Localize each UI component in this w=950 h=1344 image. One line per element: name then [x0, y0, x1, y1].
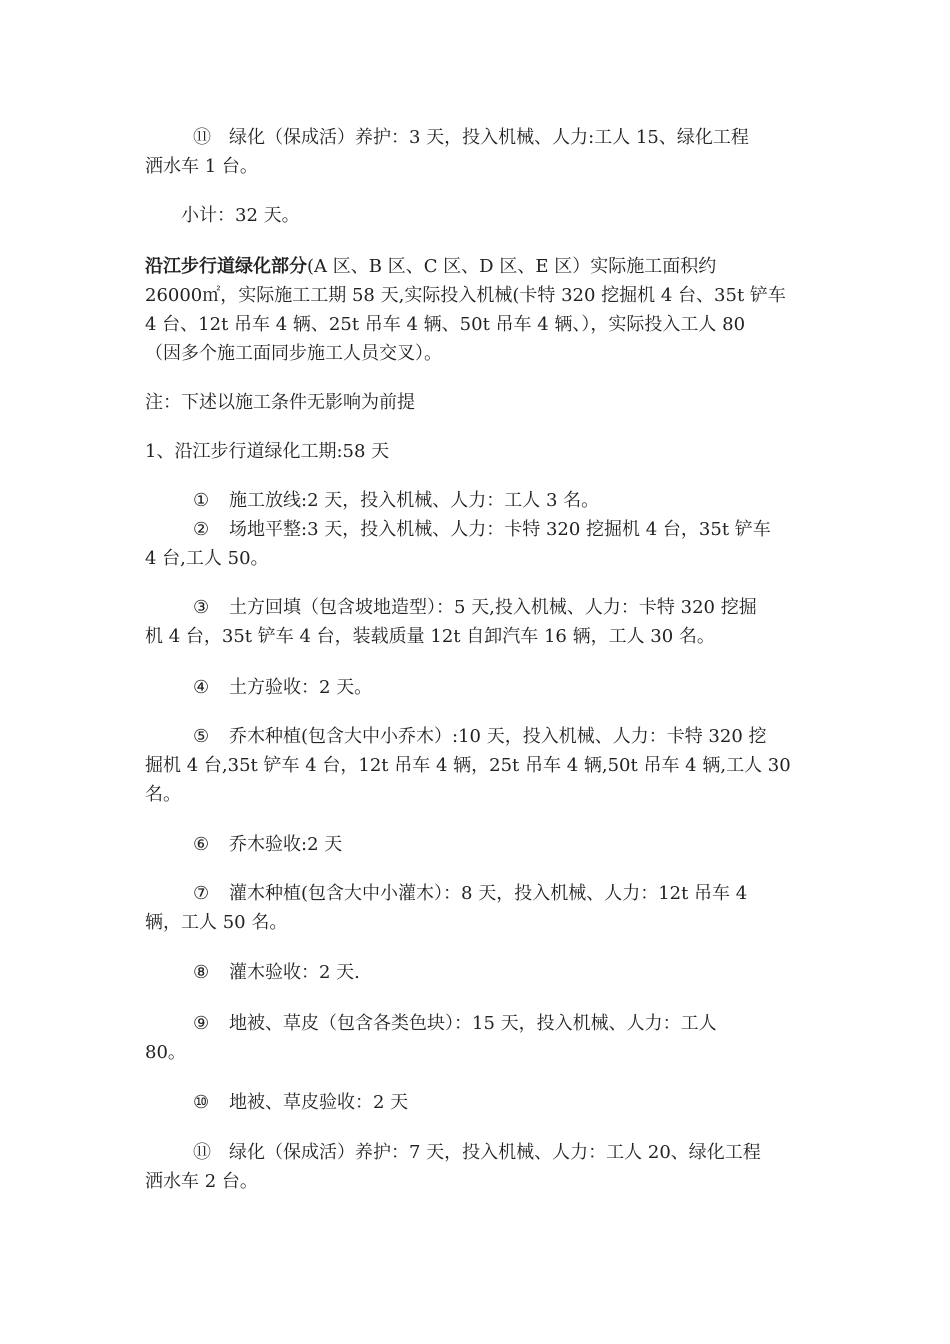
paragraph-line: ② 场地平整:3 天，投入机械、人力：卡特 320 挖掘机 4 台，35t 铲车 — [145, 515, 815, 544]
list-item — [145, 830, 815, 859]
maintenance-item-first — [145, 123, 815, 181]
item-number: ⑪ — [193, 1142, 211, 1163]
summary-paragraph — [145, 252, 815, 368]
paragraph-line: ③ 土方回填（包含坡地造型）：5 天,投入机械、人力：卡特 320 挖掘 — [145, 593, 815, 622]
list-item — [145, 486, 815, 515]
note-text: 注：下述以施工条件无影响为前提 — [145, 392, 415, 413]
section-heading — [145, 437, 815, 466]
paragraph-line: ⑤ 乔木种植(包含大中小乔木）:10 天，投入机械、人力：卡特 320 挖 — [145, 722, 815, 751]
paragraph-line: 沿江步行道绿化部分(A 区、B 区、C 区、D 区、E 区）实际施工面积约 — [145, 256, 717, 277]
item-number: ⑥ — [193, 834, 210, 855]
summary-heading: 沿江步行道绿化部分 — [145, 256, 307, 277]
item-number: ④ — [193, 677, 210, 698]
paragraph-line: ⑧ 灌木验收：2 天. — [145, 958, 815, 987]
paragraph-line: 洒水车 1 台。 — [145, 156, 258, 177]
paragraph-line: ④ 土方验收：2 天。 — [145, 673, 815, 702]
subtotal-paragraph — [145, 201, 815, 230]
list-item — [145, 1088, 815, 1117]
item-number: ③ — [193, 597, 210, 618]
paragraph-line: 26000㎡，实际施工工期 58 天,实际投入机械(卡特 320 挖掘机 4 台、35t 铲车 — [145, 285, 786, 306]
item-number: ⑦ — [193, 883, 210, 904]
paragraph-line: 洒水车 2 台。 — [145, 1171, 258, 1192]
paragraph-line: ⑦ 灌木种植(包含大中小灌木）：8 天，投入机械、人力：12t 吊车 4 — [145, 879, 815, 908]
item-number: ⑤ — [193, 726, 210, 747]
paragraph-line: 掘机 4 台,35t 铲车 4 台，12t 吊车 4 辆，25t 吊车 4 辆,50t 吊车 4 辆,工人 30 — [145, 755, 791, 776]
list-item — [145, 1138, 815, 1196]
paragraph-line: 机 4 台，35t 铲车 4 台，装载质量 12t 自卸汽车 16 辆，工人 30 名。 — [145, 626, 715, 647]
item-number: ⑩ — [193, 1092, 210, 1113]
item-number: ② — [193, 519, 210, 540]
paragraph-line: 名。 — [145, 784, 181, 805]
section-title: 1、沿江步行道绿化工期:58 天 — [145, 441, 390, 462]
paragraph-line: 4 台,工人 50。 — [145, 548, 269, 569]
paragraph-line: ⑥ 乔木验收:2 天 — [145, 830, 815, 859]
item-number: ⑨ — [193, 1013, 210, 1034]
item-number: ⑧ — [193, 962, 210, 983]
paragraph-line: 80。 — [145, 1042, 186, 1063]
paragraph-line: （因多个施工面同步施工人员交叉）。 — [145, 343, 442, 364]
list-item — [145, 879, 815, 937]
paragraph-line: ⑩ 地被、草皮验收：2 天 — [145, 1088, 815, 1117]
list-item — [145, 515, 815, 573]
paragraph-line: ① 施工放线:2 天，投入机械、人力：工人 3 名。 — [145, 486, 815, 515]
note-paragraph — [145, 388, 815, 417]
paragraph-line: 辆，工人 50 名。 — [145, 912, 288, 933]
subtotal-text: 小计：32 天。 — [181, 205, 300, 226]
paragraph-line: 4 台、12t 吊车 4 辆、25t 吊车 4 辆、50t 吊车 4 辆、），实际投入工人 80 — [145, 314, 746, 335]
list-item — [145, 1009, 815, 1067]
list-item — [145, 593, 815, 651]
list-item — [145, 722, 815, 809]
item-number: ① — [193, 490, 210, 511]
paragraph-line: ⑨ 地被、草皮（包含各类色块）：15 天，投入机械、人力：工人 — [145, 1009, 815, 1038]
item-number: ⑪ — [193, 127, 211, 148]
paragraph-line: ⑪ 绿化（保成活）养护：7 天，投入机械、人力：工人 20、绿化工程 — [145, 1138, 815, 1167]
paragraph-line: ⑪ 绿化（保成活）养护：3 天，投入机械、人力:工人 15、绿化工程 — [145, 123, 815, 152]
list-item — [145, 673, 815, 702]
list-item — [145, 958, 815, 987]
